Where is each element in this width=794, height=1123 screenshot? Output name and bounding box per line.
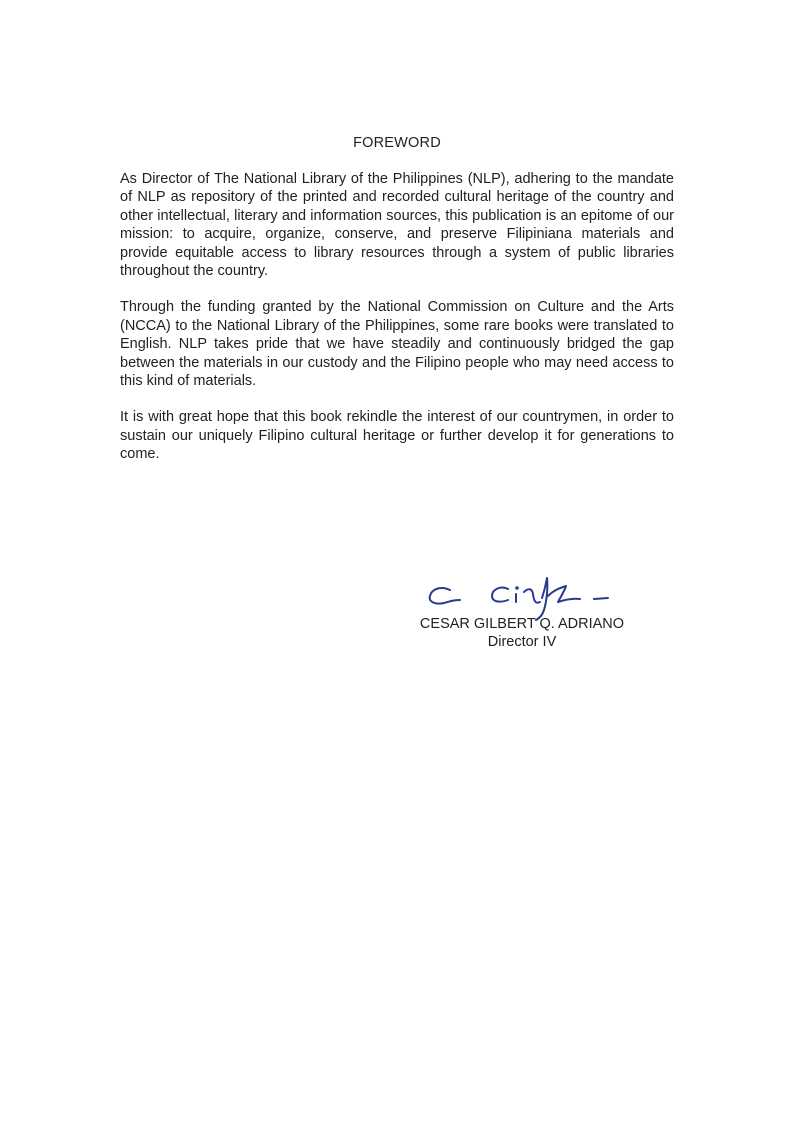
paragraph-3: It is with great hope that this book rekindle the interest of our countrymen, in order to sustain our uniquely Filipino cultural heritage or further develop it for generations to come.: [120, 409, 674, 463]
signer-title: Director IV: [487, 634, 557, 650]
foreword-body: [120, 170, 674, 482]
paragraph-1: As Director of The National Library of the Philippines (NLP), adhering to the mandate of NLP as repository of the printed and recorded cultural heritage of the country and other intellectual, literary and information sources, this publication is an epitome of our mission: to acquire, organize, conserve, and preserve Filipiniana materials and provide equitable access to library resources through a system of public libraries throughout the country.: [120, 171, 674, 280]
signature-block: [400, 572, 644, 662]
paragraph-2: Through the funding granted by the National Commission on Culture and the Arts (NCCA) to the National Library of the Philippines, some rare books were translated to English. NLP takes pride that we have steadily and continuously bridged the gap between the materials in our custody and the Filipino people who may need access to this kind of materials.: [120, 299, 674, 390]
signer-name: CESAR GILBERT Q. ADRIANO: [419, 616, 625, 632]
page-title: FOREWORD: [353, 135, 441, 151]
